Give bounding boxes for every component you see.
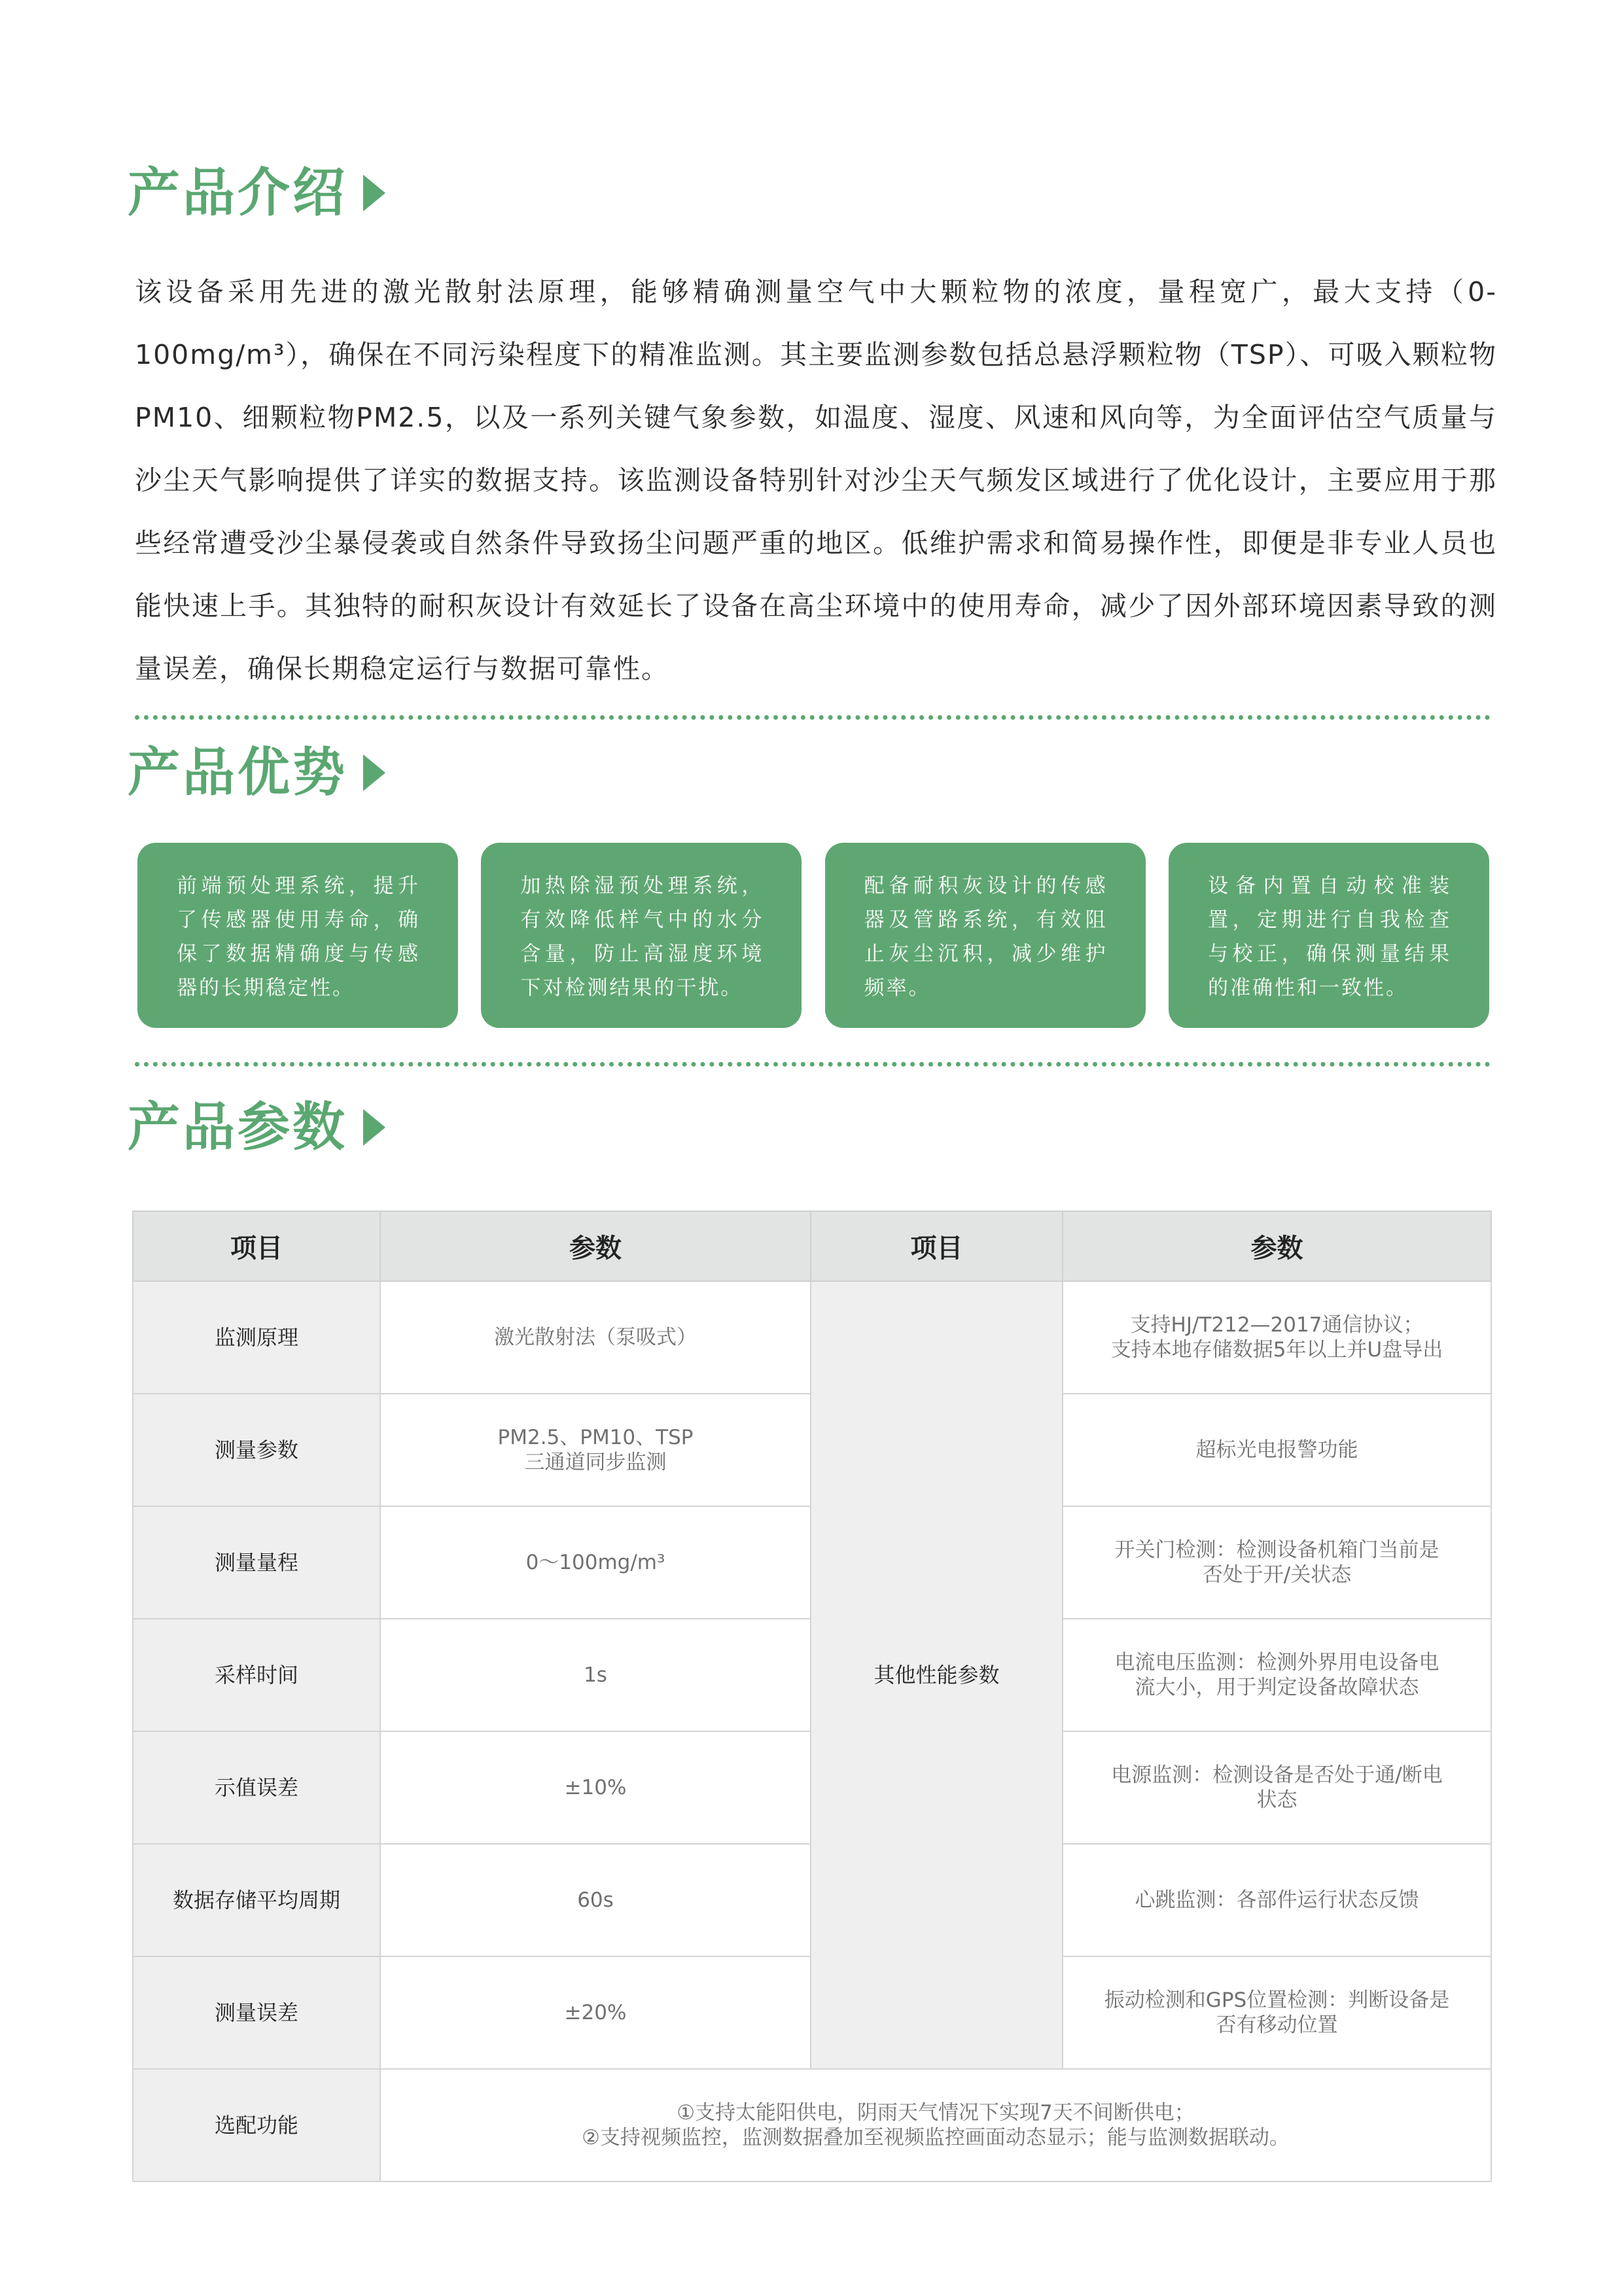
advantage-card: 加热除湿预处理系统，有效降低样气中的水分含量，防止高湿度环境下对检测结果的干扰。 bbox=[481, 843, 802, 1028]
row-label: 采样时间 bbox=[133, 1619, 380, 1731]
table-header-row bbox=[133, 1211, 1491, 1281]
row-value: PM2.5、PM10、TSP 三通道同步监测 bbox=[380, 1394, 811, 1506]
triangle-arrow-icon bbox=[363, 1109, 385, 1146]
other-param-value: 开关门检测：检测设备机箱门当前是 否处于开/关状态 bbox=[1063, 1506, 1491, 1619]
intro-paragraph: 该设备采用先进的激光散射法原理，能够精确测量空气中大颗粒物的浓度，量程宽广，最大支持（0-100mg/m³），确保在不同污染程度下的精准监测。其主要监测参数包括总悬浮颗粒物（TSP）、可吸入颗粒物PM10、细颗粒物PM2.5，以及一系列关键气象参数，如温度、湿度、风速和风向等，为全面评估空气质量与沙尘天气影响提供了详实的数据支持。该监测设备特别针对沙尘天气频发区域进行了优化设计，主要应用于那些经常遭受沙尘暴侵袭或自然条件导致扬尘问题严重的地区。低维护需求和简易操作性，即便是非专业人员也能快速上手。其独特的耐积灰设计有效延长了设备在高尘环境中的使用寿命，减少了因外部环境因素导致的测量误差，确保长期稳定运行与数据可靠性。 bbox=[135, 276, 1497, 684]
optional-value: ①支持太能阳供电，阴雨天气情况下实现7天不间断供电； ②支持视频监控，监测数据叠加至视频监控画面动态显示；能与监测数据联动。 bbox=[380, 2069, 1491, 2181]
other-param-value: 超标光电报警功能 bbox=[1063, 1394, 1491, 1506]
row-value: ±10% bbox=[380, 1731, 811, 1844]
dotted-divider bbox=[135, 715, 1491, 720]
header-item: 项目 bbox=[811, 1211, 1063, 1281]
advantage-card: 前端预处理系统，提升了传感器使用寿命，确保了数据精确度与传感器的长期稳定性。 bbox=[137, 843, 458, 1028]
advantages-title-text: 产品优势 bbox=[128, 742, 347, 803]
other-param-value: 振动检测和GPS位置检测：判断设备是 否有移动位置 bbox=[1063, 1956, 1491, 2069]
row-label: 数据存储平均周期 bbox=[133, 1844, 380, 1956]
other-param-value: 电流电压监测：检测外界用电设备电 流大小，用于判定设备故障状态 bbox=[1063, 1619, 1491, 1731]
params-title-text: 产品参数 bbox=[128, 1097, 347, 1157]
header-item: 项目 bbox=[133, 1211, 380, 1281]
row-value: 激光散射法（泵吸式） bbox=[380, 1281, 811, 1394]
advantage-card: 配备耐积灰设计的传感器及管路系统，有效阻止灰尘沉积，减少维护频率。 bbox=[825, 843, 1146, 1028]
row-value: 1s bbox=[380, 1619, 811, 1731]
params-section-title bbox=[128, 1091, 385, 1163]
other-param-value: 心跳监测：各部件运行状态反馈 bbox=[1063, 1844, 1491, 1956]
triangle-arrow-icon bbox=[363, 754, 385, 791]
row-value: ±20% bbox=[380, 1956, 811, 2069]
triangle-arrow-icon bbox=[363, 175, 385, 211]
intro-title-text: 产品介绍 bbox=[128, 162, 347, 223]
other-params-label: 其他性能参数 bbox=[811, 1281, 1063, 2069]
header-param: 参数 bbox=[380, 1211, 811, 1281]
dotted-divider bbox=[135, 1062, 1491, 1067]
other-param-value: 电源监测：检测设备是否处于通/断电 状态 bbox=[1063, 1731, 1491, 1844]
advantages-section-title bbox=[128, 737, 385, 809]
table-row bbox=[133, 1281, 1491, 1394]
row-label: 选配功能 bbox=[133, 2069, 380, 2181]
intro-section-title bbox=[128, 157, 385, 229]
row-label: 测量参数 bbox=[133, 1394, 380, 1506]
row-value: 60s bbox=[380, 1844, 811, 1956]
params-table bbox=[132, 1210, 1492, 2182]
row-label: 监测原理 bbox=[133, 1281, 380, 1394]
row-label: 示值误差 bbox=[133, 1731, 380, 1844]
advantage-card: 设备内置自动校准装置，定期进行自我检查与校正，确保测量结果的准确性和一致性。 bbox=[1169, 843, 1489, 1028]
other-param-value: 支持HJ/T212—2017通信协议； 支持本地存储数据5年以上并U盘导出 bbox=[1063, 1281, 1491, 1394]
row-label: 测量误差 bbox=[133, 1956, 380, 2069]
row-value: 0～100mg/m³ bbox=[380, 1506, 811, 1619]
advantage-cards bbox=[137, 843, 1489, 1028]
header-param: 参数 bbox=[1063, 1211, 1491, 1281]
table-row bbox=[133, 2069, 1491, 2181]
row-label: 测量量程 bbox=[133, 1506, 380, 1619]
